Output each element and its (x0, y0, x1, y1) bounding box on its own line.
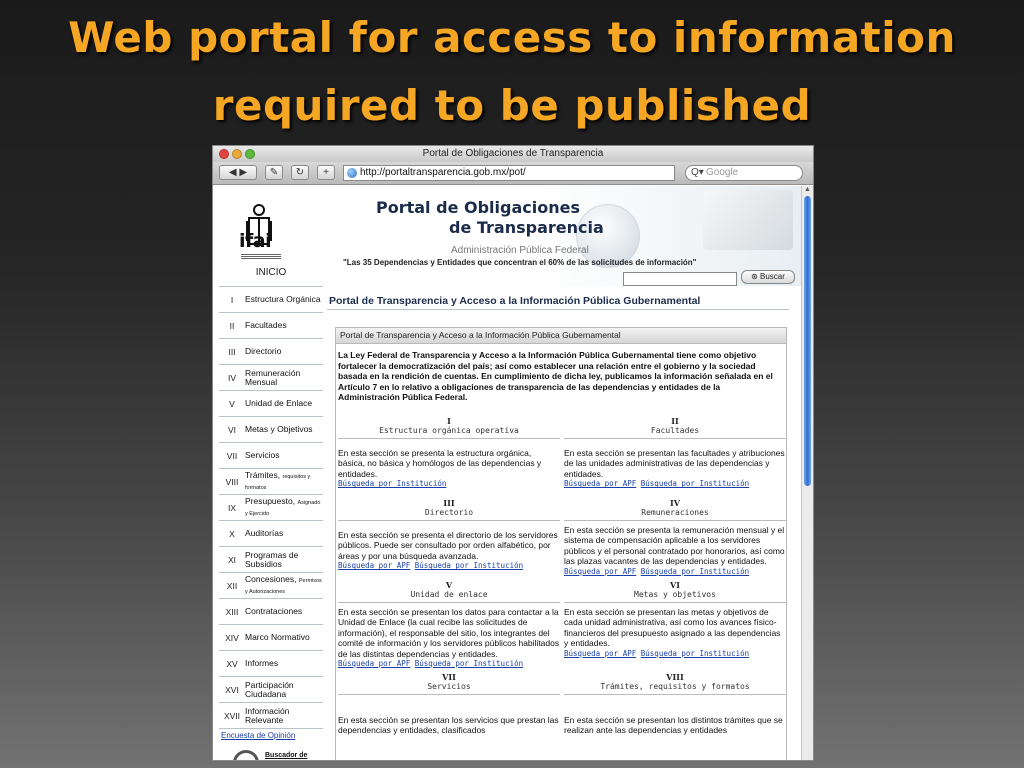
section-content (564, 607, 786, 659)
sidebar-item[interactable] (219, 651, 323, 677)
section-links (564, 649, 786, 659)
sidebar-item[interactable] (219, 391, 323, 417)
sidebar-item-number: IX (227, 502, 237, 513)
section-body: En esta sección se presenta el directorio de los servidores públicos. Puede ser consultado por orden alfabético, por áreas y por una búsqueda avanzada. (338, 529, 558, 561)
sidebar-item-number: XV (226, 658, 238, 669)
sidebar-item-number: XI (227, 554, 237, 565)
sidebar-item-number: I (230, 294, 234, 305)
sidebar-item-number: III (228, 346, 236, 357)
section-content (564, 443, 786, 495)
sidebar-item-label[interactable] (245, 529, 283, 538)
site-search-button[interactable] (741, 270, 795, 284)
section-header (564, 417, 786, 439)
header-quote: "Las 35 Dependencias y Entidades que concentran el 60% de las solicitudes de información" (343, 258, 697, 267)
section-body: En esta sección se presenta la remuneración mensual y el sistema de compensación aplicable a los servidores públicos y el personal contratado por honorarios, así como las plazas vacantes de las dependencias y entidades. (564, 524, 785, 566)
window-title: Portal de Obligaciones de Transparencia (422, 148, 604, 159)
section-header (564, 673, 786, 695)
sidebar-item-number: VIII (225, 476, 239, 487)
browser-window (212, 145, 814, 761)
sidebar-item-label-text: Contrataciones (245, 606, 303, 616)
section-body: En esta sección se presentan los servicios que prestan las dependencias y entidades, clasificados (338, 714, 559, 735)
section-number: VI (670, 579, 680, 590)
address-url: http://portaltransparencia.gob.mx/pot/ (360, 167, 526, 178)
sidebar-item[interactable] (219, 287, 323, 313)
search-link[interactable]: Búsqueda por APF (338, 659, 411, 668)
close-window-button[interactable] (219, 149, 229, 159)
section-header (338, 417, 560, 439)
sidebar-item-label-text: Presupuesto, (245, 495, 296, 506)
sidebar-item[interactable] (219, 625, 323, 651)
section-title: Directorio (424, 507, 474, 517)
finder-label[interactable]: Buscador de (265, 752, 308, 759)
divider (327, 309, 789, 310)
back-forward-button[interactable] (219, 165, 257, 180)
reload-button[interactable] (291, 165, 309, 180)
sidebar-item[interactable] (219, 677, 323, 703)
section-header (564, 581, 786, 603)
plus-icon: + (323, 167, 329, 178)
section-number: VIII (666, 672, 684, 682)
sidebar-item-number: IV (227, 372, 237, 383)
finder-ring-icon (233, 750, 259, 760)
search-link[interactable]: Búsqueda por Institución (414, 561, 524, 571)
section-number: V (445, 579, 453, 590)
slide-title-line2: required to be published (212, 81, 812, 130)
sidebar-item-label[interactable] (245, 681, 323, 699)
intro-paragraph: La Ley Federal de Transparencia y Acceso a la Información Pública Gubernamental tiene como objetivo fortalecer la democratización del país; así como establecer una relación entre el gobierno y la sociedad basada en la rendición de cuentas. En cumplimiento de dicha ley, publicamos la información señalada en el Artículo 7 en lo relativo a obligaciones de transparencia de las dependencias y entidades de la Administración Pública Federal. (338, 350, 773, 402)
section-body: En esta sección se presentan las metas y objetivos de cada unidad administrativa, así como los avances físico-financieros del presupuesto asignado a las dependencias y entidades. (564, 606, 781, 648)
sidebar-item-label[interactable] (245, 633, 310, 642)
sidebar-item-label[interactable] (245, 497, 323, 519)
search-link[interactable]: Búsqueda por Institución (640, 566, 750, 576)
sidebar-item-label-text: Facultades (245, 320, 287, 330)
portal-title-line1: Portal de Obligaciones (376, 198, 580, 217)
section-cell (338, 499, 560, 577)
sidebar-item-label[interactable] (245, 295, 321, 304)
section-body: En esta sección se presentan los distintos trámites que se realizan ante las dependencias y entidades (564, 714, 783, 735)
sidebar-item-label-text: Servicios (245, 450, 280, 460)
search-icon: Q▾ (691, 167, 704, 178)
sidebar-items (219, 287, 323, 729)
section-content (338, 525, 560, 577)
add-bookmark-button[interactable] (317, 165, 335, 180)
slide-title (0, 4, 1024, 140)
sidebar-item-number: XIII (225, 606, 239, 617)
sidebar-item[interactable] (219, 443, 323, 469)
portal-title-line2: de Transparencia (449, 218, 604, 237)
section-cell (564, 581, 786, 670)
sidebar-item-label-text: Unidad de Enlace (245, 398, 313, 408)
portal-subtitle: Administración Pública Federal (451, 245, 589, 256)
sidebar-item[interactable] (219, 495, 323, 521)
section-number: III (443, 497, 455, 508)
search-link[interactable]: Búsqueda por Institución (640, 648, 750, 658)
sidebar-item-number: V (229, 398, 235, 409)
sidebar-item-label-text: Concesiones, (245, 573, 297, 584)
sidebar-item[interactable] (219, 313, 323, 339)
site-search-input[interactable] (623, 272, 737, 286)
forward-arrow-icon[interactable]: ▶ (239, 167, 248, 178)
section-cell (564, 673, 786, 751)
sidebar-item-number: XII (226, 580, 238, 591)
section-content (338, 443, 560, 495)
sidebar-item-label[interactable] (245, 321, 287, 330)
sidebar-home-link[interactable]: INICIO (219, 264, 323, 287)
pencil-icon: ✎ (269, 167, 279, 178)
search-link[interactable]: Búsqueda por APF (564, 566, 637, 576)
sidebar-item[interactable] (219, 339, 323, 365)
section-links (564, 479, 786, 489)
sidebar-item[interactable] (219, 365, 323, 391)
sidebar-item-sublabel: requisitos y formatos (245, 473, 311, 491)
section-title: Unidad de enlace (410, 589, 488, 599)
minimize-window-button[interactable] (232, 149, 242, 159)
section-header (338, 499, 560, 521)
sidebar-item-label[interactable] (245, 425, 313, 434)
section-title: Servicios (427, 682, 471, 691)
browser-toolbar (213, 162, 813, 185)
section-header (338, 673, 560, 695)
scrollbar-thumb[interactable] (804, 196, 811, 486)
sidebar-item-label[interactable] (245, 451, 279, 460)
search-link[interactable]: Búsqueda por Institución (640, 479, 750, 489)
decorative-header-image (703, 190, 793, 250)
sidebar-nav (219, 264, 323, 760)
sidebar-item-label[interactable] (245, 607, 302, 616)
address-bar[interactable] (343, 165, 675, 181)
section-links (338, 479, 560, 489)
sidebar-item-number: X (229, 528, 235, 539)
edit-button[interactable] (265, 165, 283, 180)
sidebar-item[interactable] (219, 573, 323, 599)
section-content (564, 525, 786, 577)
slide-title-line1: Web portal for access to information (68, 13, 956, 62)
section-body: En esta sección se presentan los datos para contactar a la Unidad de Enlace (la cual recibe las solicitudes de información), el responsable del sitio, los integrantes del comité de información y los servidores públicos habilitados de las distintas dependencias y entidades. (338, 606, 560, 659)
section-content (338, 699, 560, 751)
sidebar-item-label-text: Remuneración Mensual (245, 367, 301, 387)
search-link[interactable]: Búsqueda por APF (338, 561, 411, 571)
sidebar-item-label[interactable] (245, 471, 323, 493)
section-body: En esta sección se presentan las facultades y atribuciones de las unidades administrativas de las dependencias y entidades. (564, 447, 785, 479)
back-arrow-icon[interactable]: ◀ (228, 167, 237, 178)
zoom-window-button[interactable] (245, 149, 255, 159)
section-title: Facultades (650, 425, 700, 435)
section-cell (338, 417, 560, 495)
sidebar-item-label[interactable] (245, 399, 312, 408)
main-heading: Portal de Transparencia y Acceso a la Información Pública Gubernamental (329, 295, 701, 307)
globe-icon (347, 168, 357, 178)
sidebar-item-number: II (229, 320, 235, 331)
section-cell (338, 581, 560, 670)
section-header (338, 581, 560, 603)
sidebar-item-number: VI (227, 424, 237, 435)
section-title: Remuneraciones (641, 507, 709, 517)
sidebar-item-label[interactable] (245, 575, 323, 597)
section-cell (564, 499, 786, 577)
sidebar-item-label-text: Trámites, (245, 469, 281, 480)
browser-search-field[interactable] (685, 165, 803, 181)
section-number: I (447, 415, 451, 426)
sidebar-item-label-text: Estructura Orgánica (245, 294, 321, 304)
sidebar-item-label-text: Informes (245, 658, 279, 668)
sidebar-item-label-text: Participación Ciudadana (245, 679, 294, 699)
section-cell (564, 417, 786, 495)
content-box-header: Portal de Transparencia y Acceso a la Información Pública Gubernamental (336, 328, 786, 344)
search-link[interactable]: Búsqueda por APF (564, 479, 637, 489)
survey-link[interactable]: Encuesta de Opinión (221, 731, 296, 740)
section-title: Trámites, requisitos y formatos (600, 682, 750, 691)
sidebar-item-number: XVII (223, 710, 241, 721)
scroll-up-icon[interactable]: ▲ (804, 186, 811, 193)
section-links (338, 659, 560, 669)
sidebar-item-sublabel: Permisos y Autorizaciones (245, 577, 322, 595)
sidebar-item-sublabel: Asignado y Ejercido (245, 499, 321, 517)
sidebar-item-label[interactable] (245, 369, 323, 387)
sidebar-item-label-text: Directorio (245, 346, 282, 356)
sidebar-item[interactable] (219, 599, 323, 625)
reload-icon: ↻ (295, 167, 305, 178)
sidebar-item-label-text: Información Relevante (245, 705, 290, 725)
sidebar-item-label-text: Auditorías (245, 528, 284, 538)
page-viewport (213, 186, 801, 760)
sidebar-item-number: VII (226, 450, 238, 461)
browser-titlebar (213, 146, 813, 162)
section-cell (338, 673, 560, 751)
sidebar-item[interactable] (219, 703, 323, 729)
sidebar-item-label-text: Marco Normativo (245, 632, 310, 642)
logo-text: ifai (239, 230, 272, 252)
sidebar-item[interactable] (219, 469, 323, 495)
sections-grid (336, 403, 786, 756)
search-button-icon: ⊛ (751, 272, 758, 281)
section-number: VII (442, 672, 456, 682)
sidebar-item-label-text: Programas de Subsidios (245, 549, 299, 569)
search-button-label: Buscar (760, 272, 785, 281)
section-links (564, 567, 786, 577)
sidebar-item[interactable] (219, 417, 323, 443)
section-number: II (671, 415, 679, 426)
search-link[interactable]: Búsqueda por APF (564, 648, 637, 658)
sidebar-item-label[interactable] (245, 347, 281, 356)
finder-widget[interactable] (219, 748, 323, 760)
sidebar-item-label-text: Metas y Objetivos (245, 424, 313, 434)
sidebar-item[interactable] (219, 521, 323, 547)
logo-subtext-lines (241, 253, 281, 260)
sidebar-item-number: XVI (225, 684, 239, 695)
vertical-scrollbar[interactable] (801, 186, 813, 760)
section-header (564, 499, 786, 521)
sidebar-item-label[interactable] (245, 707, 323, 725)
section-body: En esta sección se presenta la estructura orgánica, básica, no básica y homólogos de las dependencias y entidades. (338, 447, 542, 479)
content-box (335, 327, 787, 760)
section-content (564, 699, 786, 751)
section-content (338, 607, 560, 670)
section-title: Metas y objetivos (634, 589, 716, 599)
search-link[interactable]: Búsqueda por Institución (338, 479, 447, 489)
sidebar-item-label[interactable] (245, 659, 278, 668)
window-controls (219, 149, 255, 159)
section-links (338, 561, 560, 571)
browser-search-placeholder: Google (706, 167, 739, 178)
sidebar-item-label[interactable] (245, 551, 323, 569)
sidebar-item[interactable] (219, 547, 323, 573)
search-link[interactable]: Búsqueda por Institución (414, 659, 524, 668)
sidebar-item-number: XIV (225, 632, 239, 643)
section-number: IV (670, 497, 680, 508)
section-title: Estructura orgánica operativa (379, 425, 519, 435)
